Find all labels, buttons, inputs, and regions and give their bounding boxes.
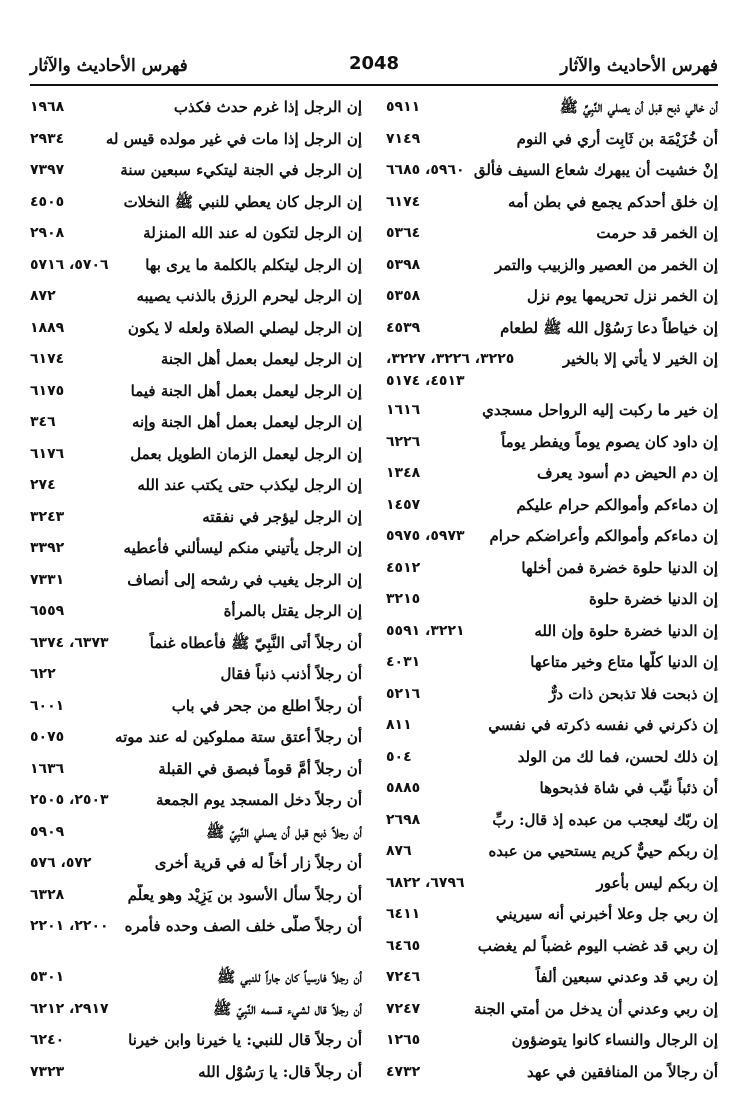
index-entry [386,872,718,904]
entry-reference-numbers: ٢٢٠٠، ٢٢٠١ [30,918,109,934]
index-entry [30,758,362,790]
entry-reference-numbers: ٥٩٦٠، ٦٦٨٥ [386,162,465,178]
entry-text: إن ربكم حييٌّ كريم يستحيي من عبده [488,842,718,860]
entry-reference-numbers: ٦١٧٤ [386,193,421,210]
entry-text: إن الخمر قد حرمت [596,224,718,242]
index-entry [30,1061,362,1093]
index-entry [386,285,718,317]
entry-text: إن الرجل إذا غرم حدث فكذب [173,98,362,116]
entry-reference-numbers: ٥٠٧٥ [30,729,65,745]
index-entry [30,285,362,317]
entry-text: أن ذئباً نيِّب في شاة فذبحوها [539,779,718,797]
index-entry [386,128,718,160]
entry-reference-numbers: ٤٧٣٢ [386,1063,421,1080]
entry-reference-numbers: ٢٩٣٤ [30,130,65,147]
entry-text: إن ربي جل وعلا أخبرني أنه سيريني [495,905,718,923]
entry-text: أن رجلاً قال للنبي: يا خيرنا وابن خيرنا [128,1031,362,1049]
index-entry [386,191,718,223]
index-entry [30,254,362,286]
index-columns [30,96,718,1081]
entry-reference-numbers: ٥٠٤ [386,748,412,765]
index-entry [386,494,718,526]
entry-text: إن ذلك لحسن، فما لك من الولد [517,747,718,766]
entry-reference-numbers: ٦٤٦٥ [386,937,421,954]
index-entry [386,254,718,286]
entry-reference-numbers: ١٤٥٧ [386,496,421,513]
index-entry [386,557,718,589]
entry-text: أن رجلاً سأل الأسود بن يَزِيْد وهو يعلّم [127,885,362,904]
entry-reference-numbers: ٢٥٠٣، ٢٥٠٥ [30,792,109,808]
entry-text: إن الدنيا خضرة حلوة وإن الله [534,621,718,640]
index-entry [386,317,718,349]
entry-reference-numbers: ٥٩٠٩ [30,823,65,840]
entry-reference-numbers: ٧٢٤٦ [386,969,421,985]
entry-text: إن الرجل ليكذب حتى يكتب عند الله [137,476,362,494]
index-entry [30,632,362,664]
index-entry [30,537,362,569]
entry-reference-numbers: ١٨٨٩ [30,319,65,336]
index-entry [30,474,362,506]
entry-text: إن الخمر نزل تحريمها يوم نزل [526,287,718,305]
entry-text: إن دماءكم وأموالكم وأعراضكم حرام [489,527,718,545]
entry-text: إن الرجل ليعمل الزمان الطويل بعمل [130,444,362,463]
header-rule [30,84,718,86]
index-entry [386,159,718,191]
entry-reference-numbers: ٥٩٧٣، ٥٩٧٥ [386,528,465,544]
entry-reference-numbers: ٦٤١١ [386,906,421,922]
entry-text: أن رجلاً قال: يا رَسُوْل الله [198,1062,362,1081]
entry-text: إن الرجل يغيب في رشحه إلى أنصاف [127,570,362,589]
entry-reference-numbers: ٣٣٩٢ [30,540,65,556]
index-entry [386,840,718,872]
index-entry [30,884,362,916]
entry-reference-numbers: ٢٦٩٨ [386,811,421,828]
index-entry [386,96,718,128]
index-entry [386,525,718,557]
entry-reference-numbers: ٦٥٥٩ [30,603,65,619]
entry-text: إن الرجل ليعمل بعمل أهل الجنة فيما [130,381,362,400]
entry-text: إن الدنيا حلوة خضرة فمن أخلها [521,558,718,577]
entry-text: إن الرجل ليعمل بعمل أهل الجنة [160,350,362,368]
entry-reference-numbers: ٥٣٥٨ [386,288,421,304]
entry-text: إن الرجل ليصلي الصلاة ولعله لا يكون [127,318,362,337]
entry-reference-numbers: ٧٣٩٧ [30,162,65,178]
index-entry [30,998,362,1030]
entry-reference-numbers: ٧١٤٩ [386,130,421,147]
index-entry [386,1029,718,1061]
index-entry [30,443,362,475]
index-entry [386,431,718,463]
index-entry [386,348,718,399]
index-entry [30,663,362,695]
entry-reference-numbers: ٧٣٢٣ [30,1063,65,1080]
entry-text: إن الدنيا خضرة حلوة [589,590,718,608]
entry-text: إن ذكرني في نفسه ذكرته في نفسي [488,716,718,734]
entry-text: أن رجلاً أمَّ قوماً فبصق في القبلة [158,759,362,778]
entry-reference-numbers: ٥٢١٦ [386,685,421,702]
entry-reference-numbers: ٦١٧٥ [30,382,65,399]
index-entry [386,714,718,746]
entry-text: إن الخير لا يأتي إلا بالخير [562,350,718,368]
entry-text: إن دم الحيض دم أسود يعرف [537,464,718,482]
entry-text: إن الرجل كان يعطي للنبي ﷺ النخلات [123,192,362,211]
entry-reference-numbers: ٣٢٢١، ٥٥٩١ [386,622,465,639]
entry-reference-numbers: ٦١٧٤ [30,351,65,367]
index-entry [386,903,718,935]
entry-reference-numbers: ٥٣٦٤ [386,225,421,241]
index-entry [30,96,362,128]
entry-reference-numbers: ٦٢٤٠ [30,1032,65,1048]
entry-text: أن رجلاً صلّى خلف الصف وحده فأمره [124,917,362,935]
entry-reference-numbers: ٥٧٠٦، ٥٧١٦ [30,256,109,273]
entry-reference-numbers: ٥٣٠١ [30,969,65,985]
index-entry [386,588,718,620]
index-entry [30,569,362,601]
entry-text: أن رجلاً اطلع من جحر في باب [171,696,362,715]
entry-reference-numbers: ١٣٤٨ [386,465,421,481]
index-entry [30,1029,362,1061]
entry-text: أن رجالاً من المنافقين في عهد [526,1062,718,1081]
index-entry [30,966,362,998]
entry-text: إن الرجل ليؤجر في نفقته [202,507,362,526]
running-title-right: فهرس الأحاديث والآثار [560,56,718,76]
entry-reference-numbers: ٢٧٤ [30,477,56,493]
index-entry [386,1061,718,1093]
index-entry [30,128,362,160]
entry-reference-numbers: ٤٥١٢ [386,559,421,576]
entry-reference-numbers: ٢٩٠٨ [30,225,65,241]
entry-text: إن ذبحت فلا تذبحن ذات درٌّ [549,684,718,703]
entry-text: إنْ خشيت أن يبهرك شعاع السيف فألق [473,161,718,179]
index-entry [30,411,362,443]
entry-reference-numbers: ٨١١ [386,717,412,733]
entry-text: أن رجلاً أذنب ذنباً فقال [220,665,362,683]
index-entry [386,746,718,778]
entry-reference-numbers: ٤٥٣٩ [386,319,421,336]
index-entry [30,222,362,254]
entry-reference-numbers: ٦٢٢ [30,666,56,682]
index-entry [386,966,718,998]
entry-reference-numbers: ٥٩١١ [386,99,421,115]
index-entry [386,935,718,967]
entry-reference-numbers: ٢٩١٧، ٦٢١٢ [30,1000,109,1017]
entry-text: أن خالي ذبح قبل أن يصلي النَّبِيِّ ﷺ [559,98,718,116]
index-entry [386,683,718,715]
entry-text: إن خير ما ركبت إليه الرواحل مسجدي [482,401,718,419]
entry-text: إن الرجل يأتيني منكم ليسألني فأعطيه [123,539,362,557]
entry-text: إن الدنيا كلّها متاع وخير متاعها [530,653,718,671]
entry-reference-numbers: ٥٧٢، ٥٧٦ [30,855,92,871]
index-entry [386,399,718,431]
entry-reference-numbers: ٦١٧٦ [30,445,65,462]
index-entry [30,380,362,412]
entry-reference-numbers: ١٩٦٨ [30,99,65,115]
entry-reference-numbers: ٥٣٩٨ [386,256,421,273]
entry-text: أن رجلاً أعتق ستة مملوكين له عند موته [115,728,362,746]
index-entry [386,620,718,652]
index-entry [30,159,362,191]
entry-reference-numbers: ٦٣٢٨ [30,886,65,903]
index-entry [30,600,362,632]
entry-text: إن الخمر من العصير والزبيب والتمر [494,255,718,274]
entry-text: إن الرجل لتكون له عند الله المنزلة [143,224,362,242]
entry-text: إن الرجل يقتل بالمرأة [223,602,362,620]
entry-reference-numbers: ٨٧٦ [386,843,412,859]
index-entry [386,651,718,683]
entry-reference-numbers: ٦٠٠١ [30,697,65,714]
index-entry [386,222,718,254]
entry-text: إن ربي قد غضب اليوم غضباً لم يغضب [477,936,718,955]
right-column [386,96,718,1081]
entry-reference-numbers: ٤٠٣١ [386,654,421,670]
entry-reference-numbers: ٧٣٣١ [30,571,65,588]
entry-text: إن الرجل ليعمل بعمل أهل الجنة وإنه [131,413,362,431]
index-entry [386,998,718,1030]
entry-text: إن الرجل إذا مات في غير مولده قيس له [105,129,362,148]
index-entry [30,726,362,758]
entry-text: إن خلق أحدكم يجمع في بطن أمه [507,192,718,211]
entry-reference-numbers: ١٢٦٥ [386,1032,421,1048]
index-entry [386,462,718,494]
index-entry [30,506,362,538]
entry-reference-numbers: ٣٤٦ [30,414,56,430]
entry-reference-numbers: ٦٣٧٣، ٦٣٧٤ [30,634,109,651]
entry-text: إن خياطاً دعا رَسُوْل الله ﷺ لطعام [500,318,718,337]
index-entry [30,695,362,727]
index-entry [30,317,362,349]
left-column [30,96,362,1081]
entry-text: إن الرجال والنساء كانوا يتوضؤون [511,1031,718,1049]
running-title-left: فهرس الأحاديث والآثار [30,56,188,76]
entry-reference-numbers: ٣٢٢٥، ٣٢٢٦، ٣٢٢٧، ٤٥١٣، ٥١٧٤ [386,351,515,389]
entry-text: أن رجلاً دخل المسجد يوم الجمعة [155,791,362,809]
entry-reference-numbers: ٣٢٤٣ [30,508,65,525]
page-header [30,46,718,86]
entry-text: إن الرجل ليتكلم بالكلمة ما يرى بها [145,255,362,274]
entry-reference-numbers: ٧٢٤٧ [386,1000,421,1017]
entry-text: إن ربّك ليعجب من عبده إذ قال: ربِّ [492,810,718,829]
entry-reference-numbers: ١٦١٦ [386,402,421,418]
entry-reference-numbers: ٦٧٩٦، ٦٨٢٢ [386,874,465,891]
entry-reference-numbers: ٦٢٢٦ [386,433,421,450]
entry-text: أن رجلاً أتى النَّبِيّ ﷺ فأعطاه غنماً [149,633,362,652]
entry-text: أن رجلاً ذبح قبل أن يصلي النَّبِيّ ﷺ [206,822,362,841]
entry-text: إن ربي قد وعدني سبعين ألفاً [535,968,718,986]
entry-reference-numbers: ٨٧٢ [30,288,56,304]
entry-text: إن الرجل في الجنة ليتكيء سبعين سنة [120,161,362,179]
entry-reference-numbers: ٤٥٠٥ [30,193,65,210]
index-entry [30,789,362,821]
entry-text: أن خُزَيْمَة بن ثَابِت أري في النوم [516,129,718,148]
entry-text: أن رجلاً فارسياً كان جاراً للنبي ﷺ [217,968,362,986]
index-entry [30,915,362,966]
entry-reference-numbers: ١٦٣٦ [30,760,65,777]
entry-text: إن داود كان يصوم يوماً ويفطر يوماً [501,432,718,451]
index-entry [386,777,718,809]
entry-text: أن رجلاً زار أخاً له في قرية أخرى [154,854,362,872]
entry-text: إن دماءكم وأموالكم حرام عليكم [516,495,718,514]
entry-text: إن ربكم ليس بأعور [596,873,718,892]
index-entry [30,191,362,223]
entry-text: أن رجلاً قال لشيء قسمه النَّبِيّ ﷺ [213,999,362,1018]
entry-text: إن الرجل ليحرم الرزق بالذنب يصيبه [136,287,362,305]
index-entry [30,348,362,380]
page-number: 2048 [348,53,400,74]
entry-text: إن ربي وعدني أن يدخل من أمتي الجنة [474,999,718,1018]
index-entry [30,852,362,884]
index-entry [386,809,718,841]
index-entry [30,821,362,853]
entry-reference-numbers: ٣٢١٥ [386,591,421,607]
entry-reference-numbers: ٥٨٨٥ [386,780,421,796]
